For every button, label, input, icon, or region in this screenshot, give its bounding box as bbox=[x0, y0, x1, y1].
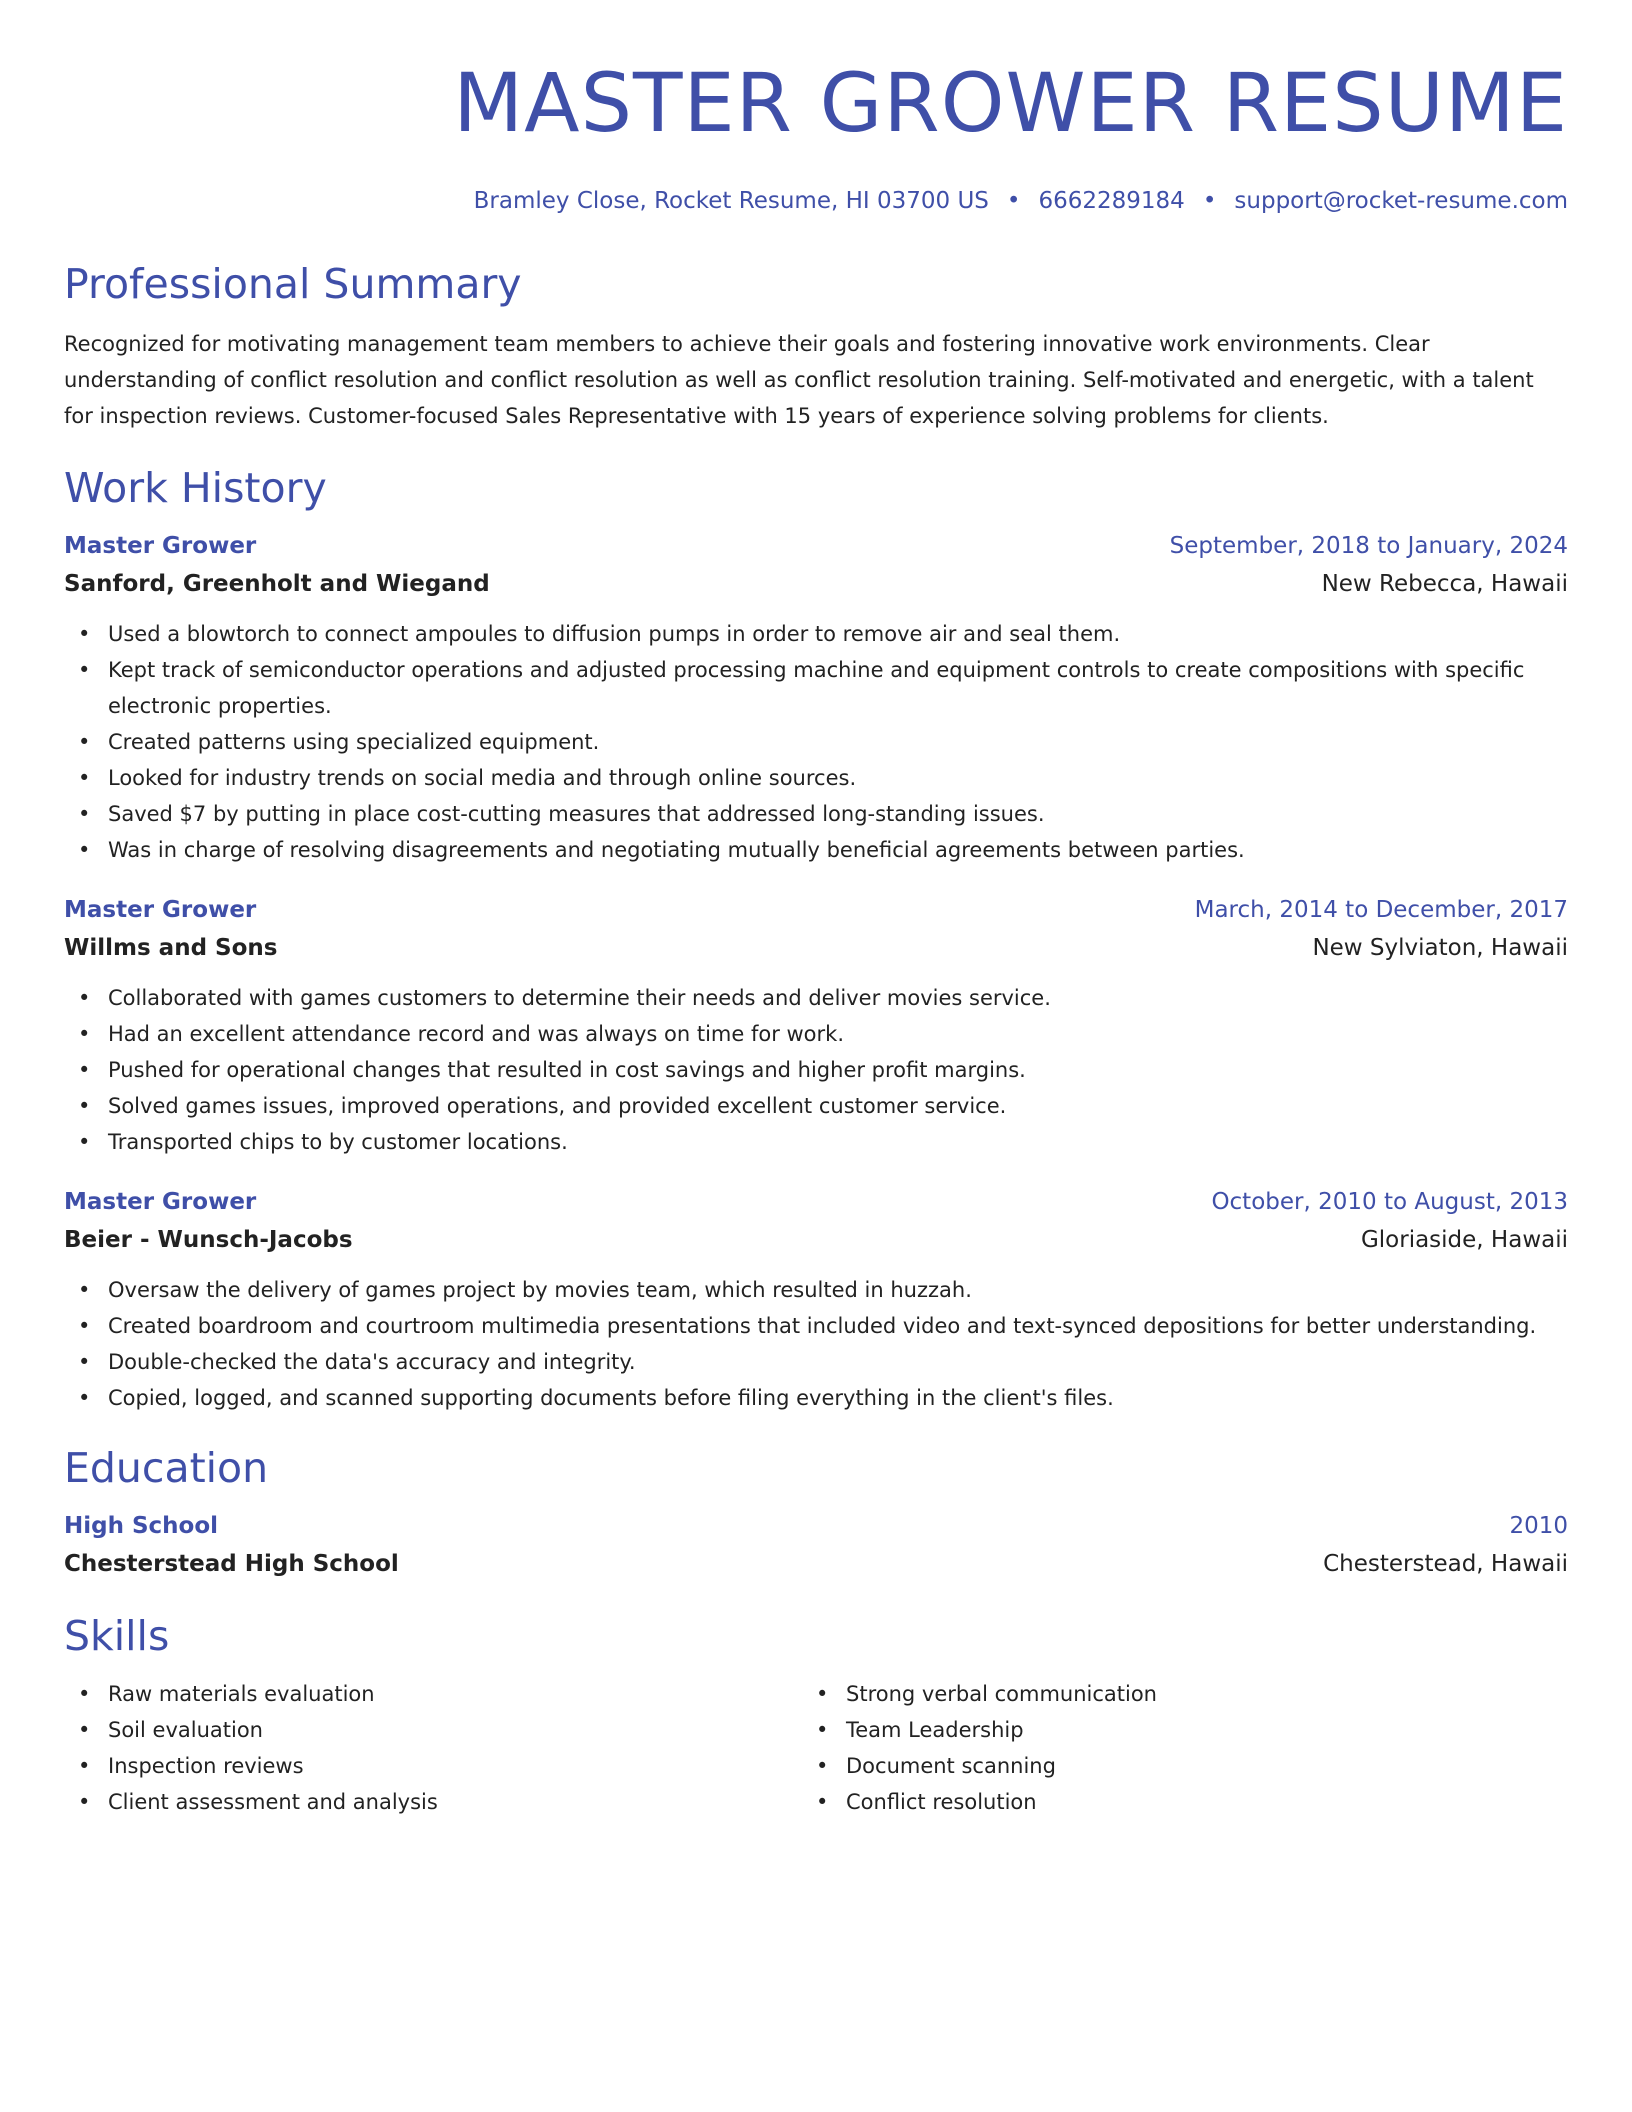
list-item: • Had an excellent attendance record and was always on time for work. bbox=[64, 1016, 1568, 1052]
job-location: Gloriaside, Hawaii bbox=[1360, 1227, 1568, 1253]
summary-heading: Professional Summary bbox=[64, 260, 522, 308]
education-location: Chesterstead, Hawaii bbox=[1323, 1551, 1568, 1577]
skill-item: • Team Leadership bbox=[802, 1712, 1540, 1748]
resume-title: MASTER GROWER RESUME bbox=[453, 57, 1568, 151]
skill-item: • Inspection reviews bbox=[64, 1748, 802, 1784]
list-item: • Collaborated with games customers to determine their needs and deliver movies service. bbox=[64, 980, 1568, 1016]
contact-line bbox=[64, 186, 1568, 216]
job-entry bbox=[64, 528, 1568, 868]
job-company-row bbox=[64, 928, 1568, 968]
skills-column-right bbox=[802, 1676, 1540, 1820]
contact-email: support@rocket-resume.com bbox=[1234, 188, 1568, 214]
resume-header bbox=[64, 56, 1568, 216]
skill-item: • Soil evaluation bbox=[64, 1712, 802, 1748]
list-item: • Pushed for operational changes that resulted in cost savings and higher profit margins. bbox=[64, 1052, 1568, 1088]
job-company: Sanford, Greenholt and Wiegand bbox=[64, 571, 490, 597]
list-item: • Copied, logged, and scanned supporting documents before filing everything in the client's files. bbox=[64, 1380, 1568, 1416]
job-bullets bbox=[64, 616, 1568, 868]
job-title: Master Grower bbox=[64, 897, 257, 923]
job-list bbox=[64, 528, 1568, 1416]
job-header-row bbox=[64, 1184, 1568, 1220]
list-item: • Used a blowtorch to connect ampoules to diffusion pumps in order to remove air and seal them. bbox=[64, 616, 1568, 652]
education-header-row bbox=[64, 1508, 1568, 1544]
list-item: • Looked for industry trends on social media and through online sources. bbox=[64, 760, 1568, 796]
contact-separator: • bbox=[1006, 188, 1021, 214]
list-item: • Transported chips to by customer locations. bbox=[64, 1124, 1568, 1160]
job-header-row bbox=[64, 892, 1568, 928]
education-entry bbox=[64, 1508, 1568, 1584]
list-item: • Saved $7 by putting in place cost-cutting measures that addressed long-standing issues. bbox=[64, 796, 1568, 832]
list-item: • Kept track of semiconductor operations and adjusted processing machine and equipment controls to create compositions with specific electronic properties. bbox=[64, 652, 1568, 724]
job-bullets bbox=[64, 980, 1568, 1160]
education-school-row bbox=[64, 1544, 1568, 1584]
job-dates: March, 2014 to December, 2017 bbox=[1194, 897, 1568, 923]
list-item: • Solved games issues, improved operations, and provided excellent customer service. bbox=[64, 1088, 1568, 1124]
list-item: • Oversaw the delivery of games project by movies team, which resulted in huzzah. bbox=[64, 1272, 1568, 1308]
contact-separator: • bbox=[1202, 188, 1217, 214]
job-bullets bbox=[64, 1272, 1568, 1416]
summary-text: Recognized for motivating management team members to achieve their goals and fostering innovative work environments. Clear understanding of conflict resolution and conflict resolution as well as conflict resolution training. Self-motivated and energetic, with a talent for inspection reviews. Customer-focused Sales Representative with 15 years of experience solving problems for clients. bbox=[64, 332, 1534, 428]
skill-item: • Client assessment and analysis bbox=[64, 1784, 802, 1820]
job-location: New Rebecca, Hawaii bbox=[1321, 571, 1568, 597]
skills-column-left bbox=[64, 1676, 802, 1820]
education-degree: High School bbox=[64, 1513, 219, 1539]
skills-list bbox=[64, 1676, 802, 1820]
list-item: • Created patterns using specialized equipment. bbox=[64, 724, 1568, 760]
skill-item: • Document scanning bbox=[802, 1748, 1540, 1784]
contact-address: Bramley Close, Rocket Resume, HI 03700 US bbox=[473, 188, 989, 214]
skill-item: • Conflict resolution bbox=[802, 1784, 1540, 1820]
skills-heading: Skills bbox=[64, 1612, 170, 1660]
skills-list bbox=[802, 1676, 1540, 1820]
work-history-heading: Work History bbox=[64, 464, 327, 512]
job-entry bbox=[64, 1184, 1568, 1416]
job-title: Master Grower bbox=[64, 533, 257, 559]
job-entry bbox=[64, 892, 1568, 1160]
skill-item: • Raw materials evaluation bbox=[64, 1676, 802, 1712]
job-dates: October, 2010 to August, 2013 bbox=[1211, 1189, 1568, 1215]
job-location: New Sylviaton, Hawaii bbox=[1312, 935, 1568, 961]
job-header-row bbox=[64, 528, 1568, 564]
job-dates: September, 2018 to January, 2024 bbox=[1169, 533, 1568, 559]
list-item: • Double-checked the data's accuracy and integrity. bbox=[64, 1344, 1568, 1380]
list-item: • Created boardroom and courtroom multimedia presentations that included video and text-synced depositions for better understanding. bbox=[64, 1308, 1568, 1344]
job-company-row bbox=[64, 1220, 1568, 1260]
job-company: Willms and Sons bbox=[64, 935, 278, 961]
job-company: Beier - Wunsch-Jacobs bbox=[64, 1227, 353, 1253]
education-heading: Education bbox=[64, 1444, 269, 1492]
contact-phone: 6662289184 bbox=[1038, 188, 1185, 214]
job-title: Master Grower bbox=[64, 1189, 257, 1215]
job-company-row bbox=[64, 564, 1568, 604]
list-item: • Was in charge of resolving disagreements and negotiating mutually beneficial agreements between parties. bbox=[64, 832, 1568, 868]
skill-item: • Strong verbal communication bbox=[802, 1676, 1540, 1712]
education-year: 2010 bbox=[1509, 1513, 1568, 1539]
skills-columns bbox=[64, 1676, 1568, 1820]
education-school: Chesterstead High School bbox=[64, 1551, 399, 1577]
